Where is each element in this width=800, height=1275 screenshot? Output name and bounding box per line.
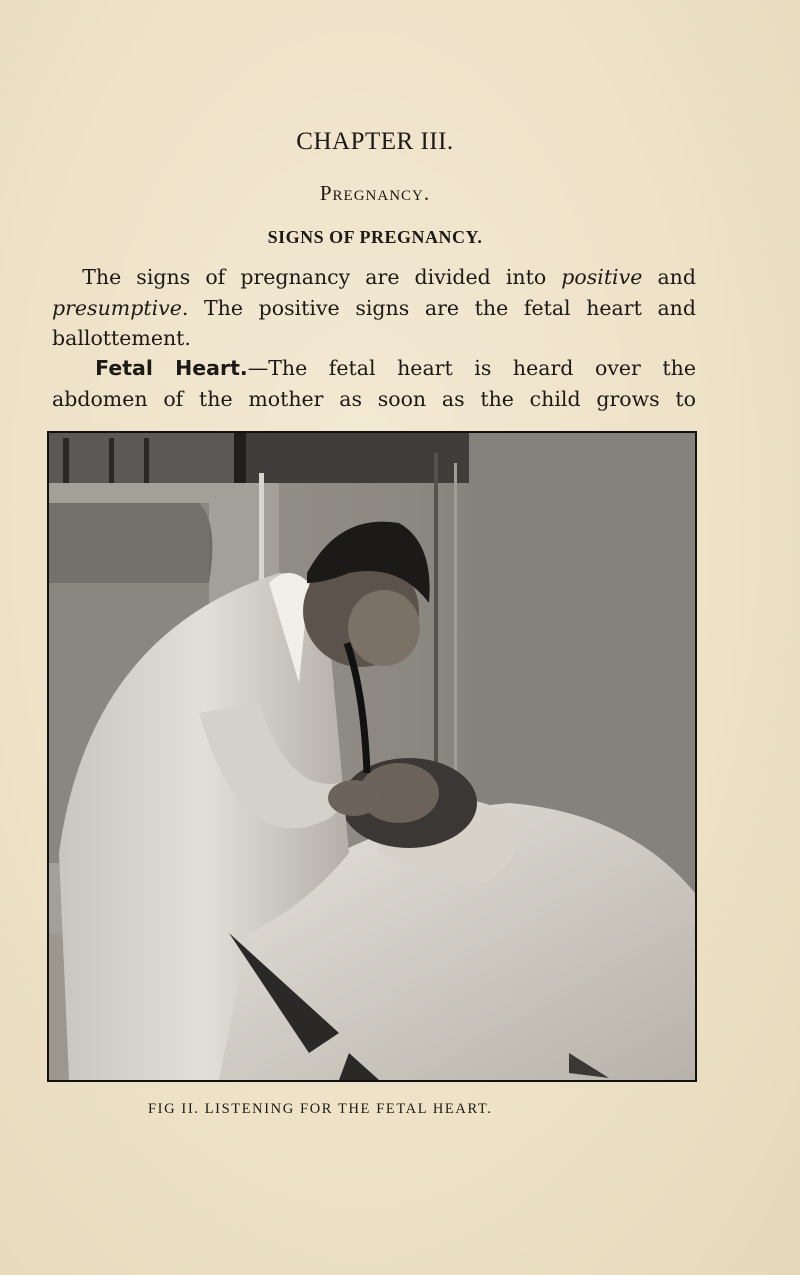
paragraph-fetal-heart: [52, 353, 696, 414]
figure-photograph: [47, 431, 697, 1082]
section-title: SIGNS OF PREGNANCY.: [267, 227, 483, 247]
text-line: presumptive. The positive signs are the fetal heart and: [52, 295, 696, 320]
text-line: ballottement.: [52, 326, 191, 350]
photograph-illustration: [49, 433, 695, 1080]
run-in-heading: Fetal Heart.: [95, 356, 248, 380]
chapter-heading: CHAPTER III.: [296, 128, 454, 155]
paragraph-signs: [52, 262, 696, 354]
chapter-title: Pregnancy.: [319, 181, 431, 205]
italic-term-positive: positive: [561, 265, 643, 289]
text-line: The signs of pregnancy are divided into positive and: [82, 265, 696, 289]
text-line: abdomen of the mother as soon as the child grows to: [52, 386, 696, 411]
italic-term-presumptive: presumptive: [52, 295, 182, 320]
figure-caption: FIG II. LISTENING FOR THE FETAL HEART.: [148, 1101, 493, 1117]
text-line: Fetal Heart.—The fetal heart is heard over the: [95, 356, 696, 380]
